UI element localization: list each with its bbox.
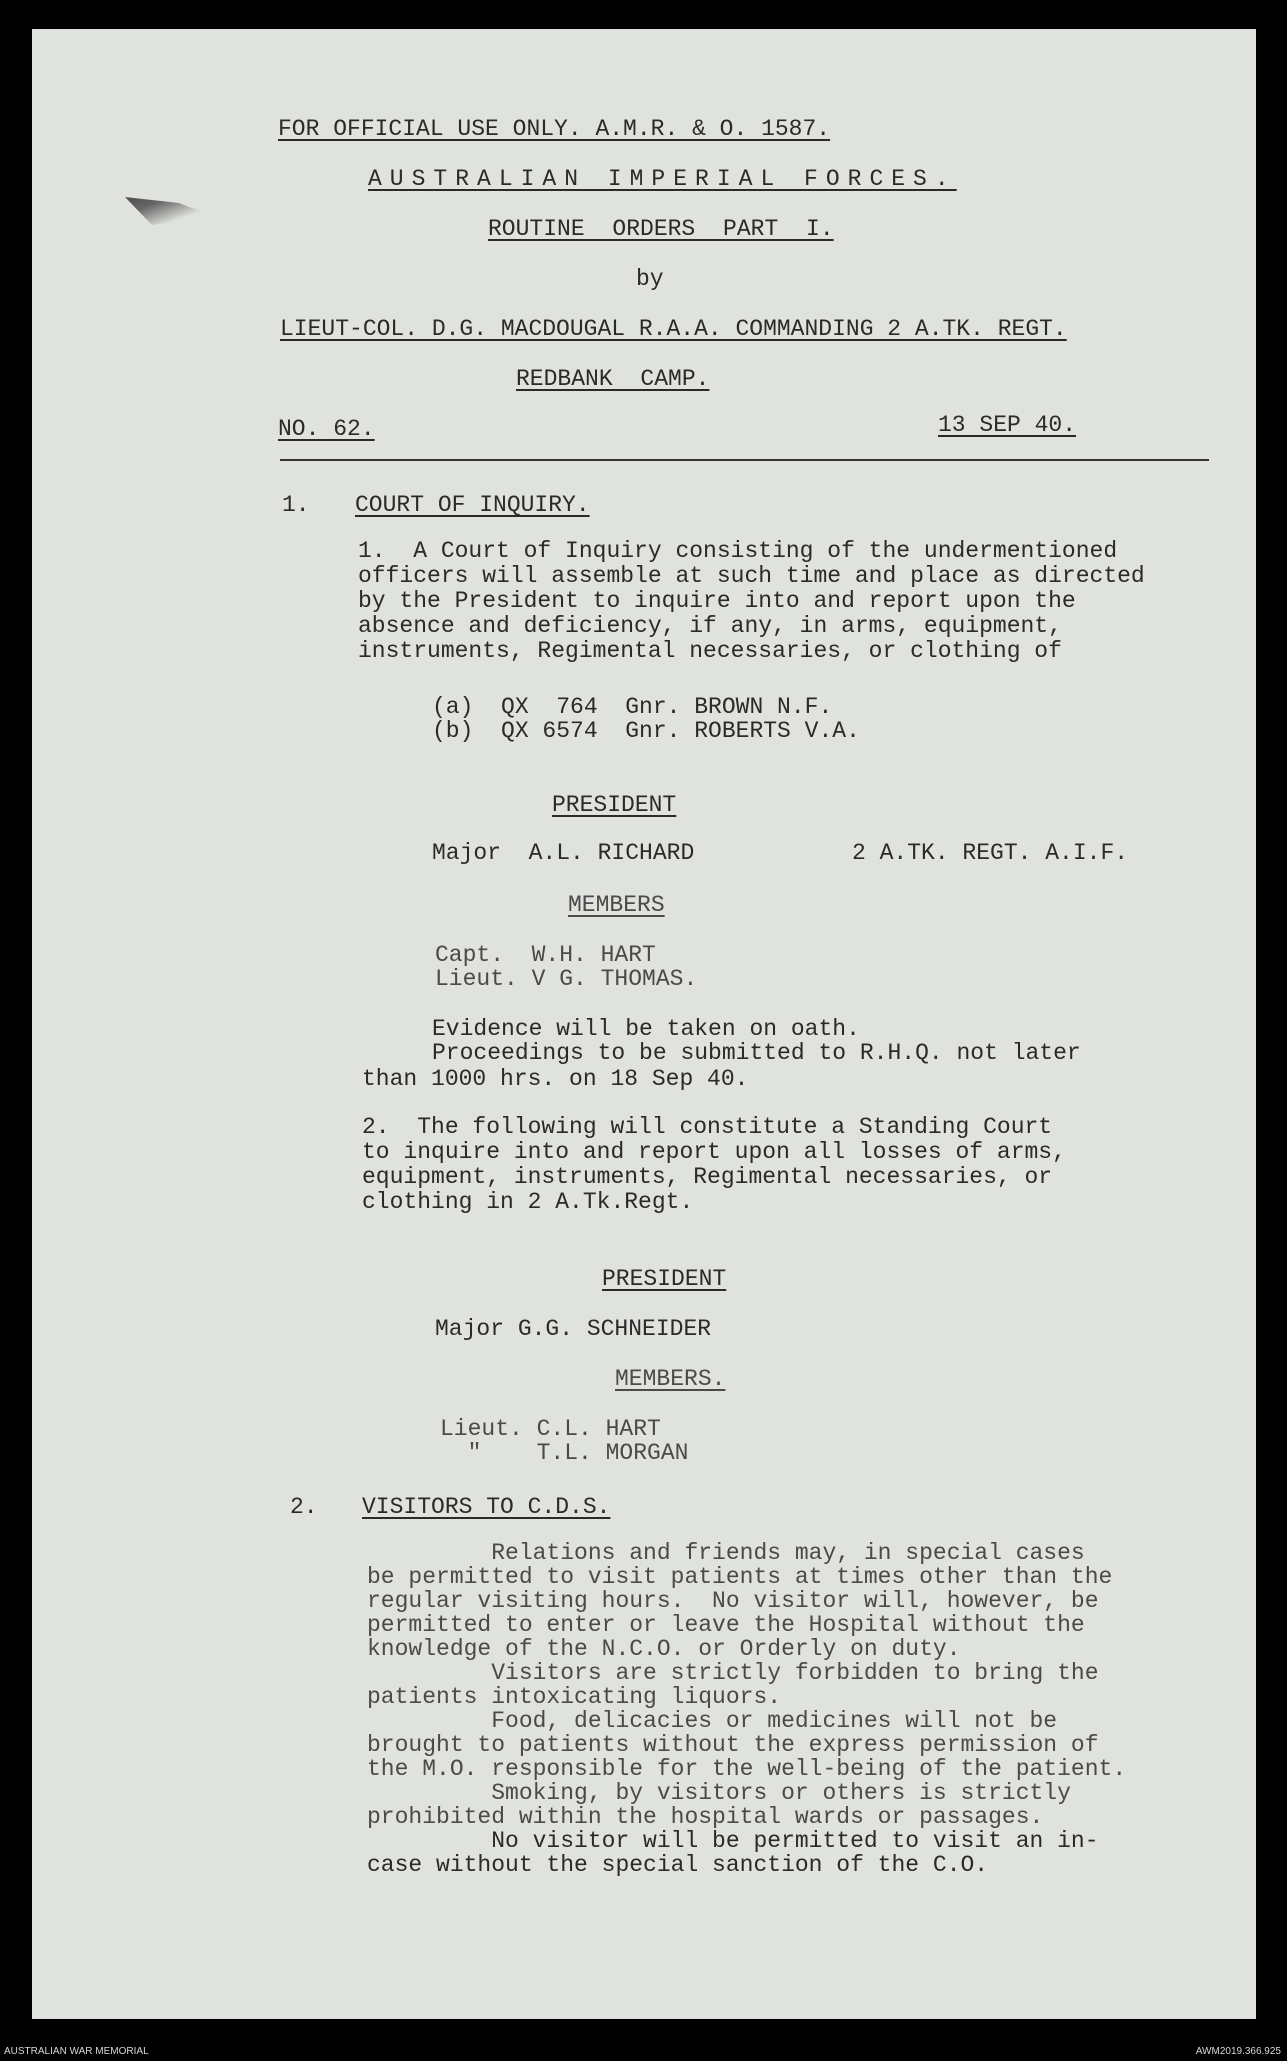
by-line: by [636,266,664,292]
para1-line: instruments, Regimental necessaries, or clothing of [358,638,1062,664]
force-title: AUSTRALIAN IMPERIAL FORCES. [368,166,957,192]
section-1-number: 1. [282,492,310,518]
para2-line: to inquire into and report upon all losses of arms, [362,1139,1066,1165]
para2-line: clothing in 2 A.Tk.Regt. [362,1189,694,1215]
visitors-line: Relations and friends may, in special cases [367,1540,1085,1566]
visitors-line: Food, delicacies or medicines will not be [367,1708,1058,1734]
orders-title: ROUTINE ORDERS PART I. [488,216,834,242]
order-number: NO. 62. [278,416,375,442]
member2-1: Lieut. C.L. HART [440,1416,661,1442]
member2-2: " T.L. MORGAN [440,1440,689,1466]
visitors-line: permitted to enter or leave the Hospital without the [367,1612,1085,1638]
official-use-line: FOR OFFICIAL USE ONLY. A.M.R. & O. 1587. [278,116,831,142]
section-2-number: 2. [290,1494,318,1520]
president-unit: 2 A.TK. REGT. A.I.F. [852,840,1129,866]
president-heading: PRESIDENT [552,792,677,818]
president2-name: Major G.G. SCHNEIDER [435,1316,712,1342]
visitors-line: Smoking, by visitors or others is strictly [367,1780,1071,1806]
president2-heading: PRESIDENT [602,1266,727,1292]
commander-line: LIEUT-COL. D.G. MACDOUGAL R.A.A. COMMANDING 2 A.TK. REGT. [280,316,1067,342]
person-a: (a) QX 764 Gnr. BROWN N.F. [432,694,833,720]
deadline-note: than 1000 hrs. on 18 Sep 40. [362,1066,749,1092]
visitors-line: the M.O. responsible for the well-being of the patient. [367,1756,1127,1782]
evidence-note: Evidence will be taken on oath. [432,1016,860,1042]
visitors-line: brought to patients without the express permission of [367,1732,1099,1758]
camp-name: REDBANK CAMP. [516,366,710,392]
visitors-line: No visitor will be permitted to visit an in- [367,1828,1099,1854]
member-1: Capt. W.H. HART [435,942,656,968]
para1-line: absence and deficiency, if any, in arms, equipment, [358,613,1062,639]
header-rule [280,459,1209,461]
president-name: Major A.L. RICHARD [432,840,695,866]
visitors-line: be permitted to visit patients at times other than the [367,1564,1113,1590]
para1-line: officers will assemble at such time and place as directed [358,563,1145,589]
order-date: 13 SEP 40. [938,412,1077,438]
members-heading: MEMBERS [568,892,665,918]
visitors-line: Visitors are strictly forbidden to bring the [367,1660,1099,1686]
archive-credit: AUSTRALIAN WAR MEMORIAL [4,2046,149,2057]
para1-line: by the President to inquire into and report upon the [358,588,1076,614]
member-2: Lieut. V G. THOMAS. [435,966,698,992]
visitors-line: patients intoxicating liquors. [367,1684,782,1710]
members2-heading: MEMBERS. [615,1366,726,1392]
proceedings-note: Proceedings to be submitted to R.H.Q. not later [432,1040,1081,1066]
para1-line: 1. A Court of Inquiry consisting of the undermentioned [358,538,1118,564]
visitors-line: knowledge of the N.C.O. or Orderly on duty. [367,1636,961,1662]
visitors-line: case without the special sanction of the C.O. [367,1852,989,1878]
para2-line: equipment, instruments, Regimental necessaries, or [362,1164,1053,1190]
visitors-line: prohibited within the hospital wards or passages. [367,1804,1044,1830]
person-b: (b) QX 6574 Gnr. ROBERTS V.A. [432,718,860,744]
para2-line: 2. The following will constitute a Standing Court [362,1114,1053,1140]
section-1-heading: COURT OF INQUIRY. [355,492,590,518]
section-2-heading: VISITORS TO C.D.S. [362,1494,611,1520]
visitors-line: regular visiting hours. No visitor will, however, be [367,1588,1099,1614]
archive-id: AWM2019.366.925 [1195,2046,1281,2057]
